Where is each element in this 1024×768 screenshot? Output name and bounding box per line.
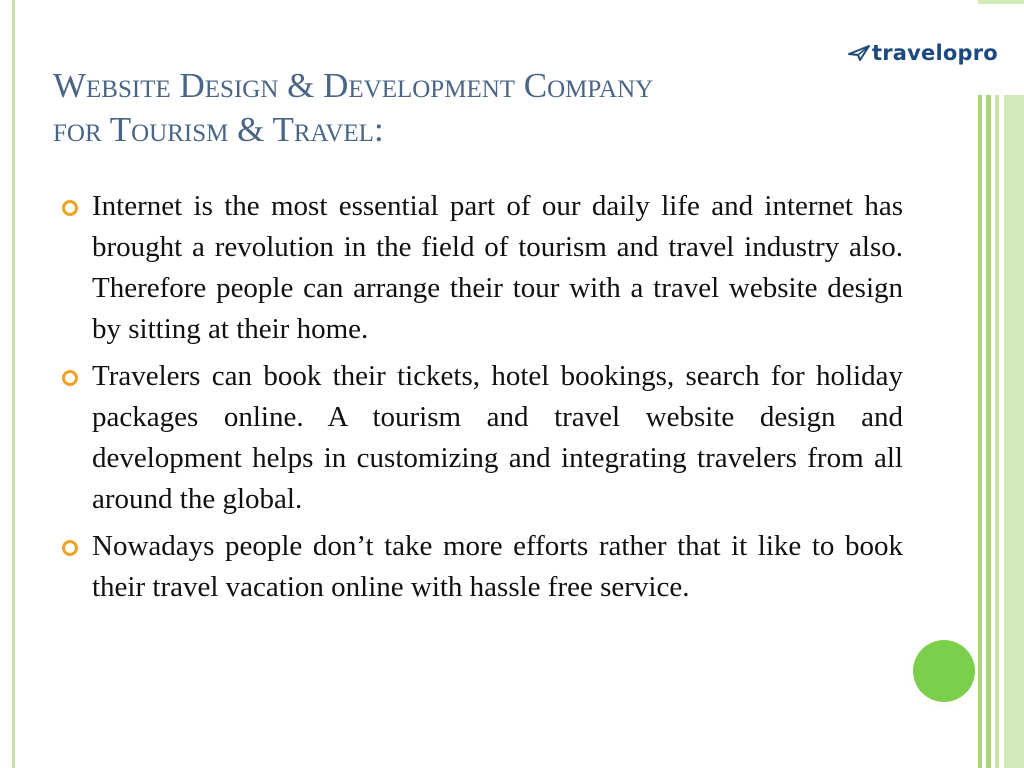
left-border-line xyxy=(12,0,15,768)
bullet-item xyxy=(60,526,903,608)
bullet-circle-icon xyxy=(62,540,78,556)
stripe-2 xyxy=(986,95,991,768)
bullet-circle-icon xyxy=(62,200,78,216)
green-circle-decoration xyxy=(913,640,975,702)
bullet-circle-icon xyxy=(62,370,78,386)
bullet-item xyxy=(60,186,903,350)
bullet-text: Nowadays people don’t take more efforts rather that it like to book their travel vacation online with hassle free service. xyxy=(92,530,903,603)
bullet-text: Internet is the most essential part of our daily life and internet has brought a revolution in the field of tourism and travel industry also. Therefore people can arrange their tour with a travel website design by sitting at their home. xyxy=(92,190,903,345)
title-line-1: Website Design & Development Company xyxy=(53,66,654,105)
title-line-2: for Tourism & Travel: xyxy=(53,110,384,149)
bullet-text: Travelers can book their tickets, hotel bookings, search for holiday packages online. A tourism and travel website design and development helps in customizing and integrating travelers from all around the global. xyxy=(92,360,903,515)
travelopro-logo xyxy=(848,40,998,66)
stripe-1 xyxy=(978,95,982,768)
stripe-3 xyxy=(995,95,999,768)
slide-title xyxy=(53,64,813,152)
top-right-accent-bar xyxy=(978,0,1024,4)
bullet-list xyxy=(60,186,903,614)
bullet-item xyxy=(60,356,903,520)
right-decorative-stripes xyxy=(978,95,1024,768)
stripe-4 xyxy=(1004,95,1024,768)
logo-text: travelopro xyxy=(872,41,998,65)
paper-plane-icon xyxy=(848,44,870,62)
